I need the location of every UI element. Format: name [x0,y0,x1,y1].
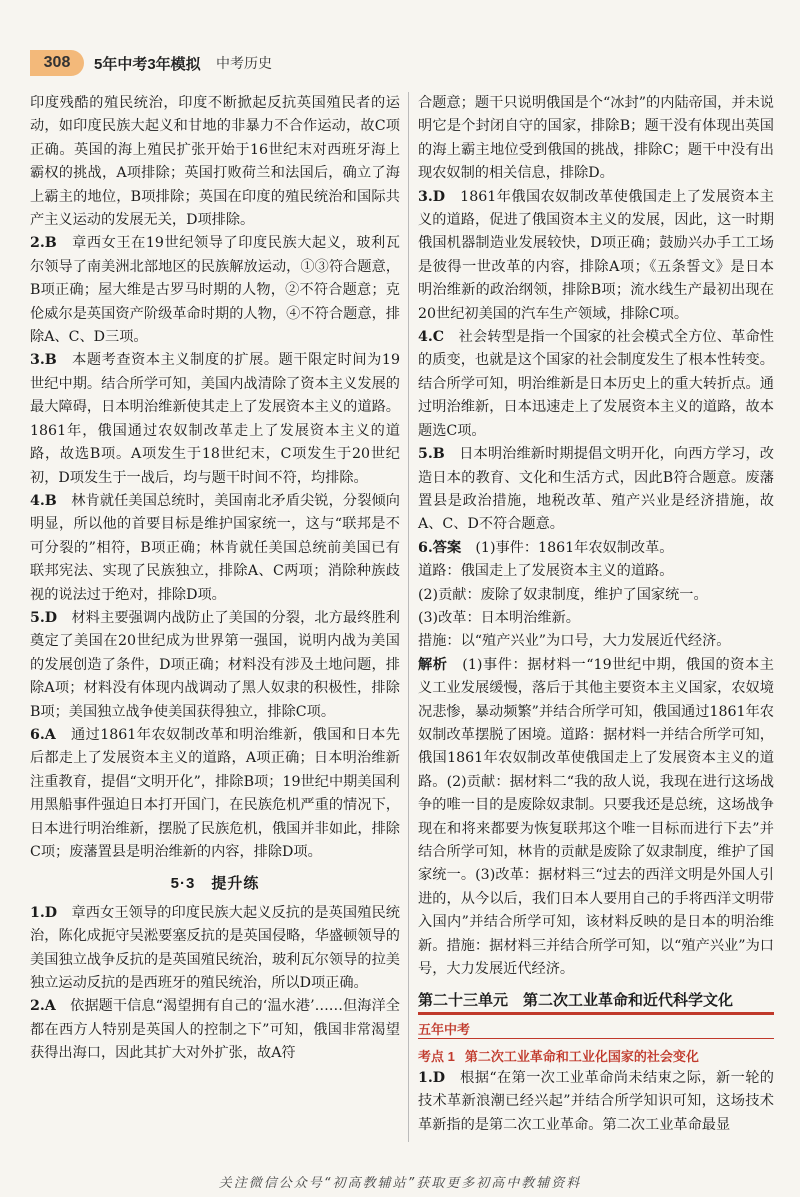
answer-number: 3.B [30,352,57,369]
answer-label: 6.答案 [418,539,462,556]
answer-item [418,326,774,443]
section-title: 5·3 提升练 [170,875,260,893]
answer-text: 依据题干信息“渴望拥有自己的‘温水港’……但海洋全都在西方人特别是英国人的控制之下”可知，俄国非常渴望获得出海口，因此其扩大对外扩张，故A符 [30,998,400,1062]
answer-item [30,724,400,864]
answer-item [30,902,400,996]
exam-point-number: 考点 1 [418,1048,455,1064]
right-column [418,92,774,1137]
book-subtitle: 中考历史 [216,55,272,71]
answer-number: 5.D [30,609,58,626]
answer-number: 1.D [418,1069,446,1086]
answer-continuation: 印度残酷的殖民统治，印度不断掀起反抗英国殖民者的运动，如印度民族大起义和甘地的非暴力不合作运动，故C项正确。英国的海上殖民扩张开始于16世纪末对西班牙海上霸权的挑战，A项排除；英国打败荷兰和法国后，确立了海上霸主的地位，B项排除；英国在印度的殖民统治和国际共产主义运动的发展无关，D项排除。 [30,95,400,229]
answer-line: (1)事件：1861年农奴制改革。 [475,539,674,556]
left-column [30,92,400,1066]
answer-number: 6.A [30,726,56,743]
answer-text: 1861年俄国农奴制改革使俄国走上了发展资本主义的道路，促进了俄国资本主义的发展，因此，这一时期俄国机器制造业发展较快，D项正确；鼓励兴办手工工场是彼得一世改革的内容，排除A项；《五条誓文》是日本明治维新的政治纲领，排除B项；流水线生产最初出现在20世纪初美国的汽车生产领域，排除C项。 [418,188,774,322]
answer-line: (3)改革：日本明治维新。 [418,609,580,626]
answer-text: 材料主要强调内战防止了美国的分裂，北方最终胜利奠定了美国在20世纪成为世界第一强国，说明内战为美国的发展创造了条件，D项正确；材料没有涉及土地问题，排除A项；材料没有体现内战调动了黑人奴隶的积极性，排除B项；美国独立战争使美国获得独立，排除C项。 [30,609,400,720]
answer-item [418,186,774,326]
answer-item [418,443,774,537]
answer-number: 4.B [30,492,57,509]
page-number: 308 [30,50,84,76]
answer-item [30,995,400,1065]
answer-line: (2)贡献：废除了奴隶制度，维护了国家统一。 [418,586,708,603]
answer-text: 根据“在第一次工业革命尚未结束之际，新一轮的技术革新浪潮已经兴起”并结合所学知识可知，这场技术革新指的是第二次工业革命。第二次工业革命最显 [418,1069,774,1133]
answer-text: 社会转型是指一个国家的社会模式全方位、革命性的质变，也就是这个国家的社会制度发生了根本性转变。结合所学可知，明治维新是日本历史上的重大转折点。通过明治维新，日本迅速走上了发展资本主义的道路，故本题选C项。 [418,329,774,439]
five-years-heading: 五年中考 [418,1019,774,1039]
answer-number: 4.C [418,329,445,346]
exam-point-title: 第二次工业革命和工业化国家的社会变化 [464,1048,699,1064]
answer-continuation: 合题意；题干只说明俄国是个“冰封”的内陆帝国，并未说明它是个封闭自守的国家，排除B；题干没有体现出英国的海上霸主地位受到俄国的挑战，排除C；题干中没有出现农奴制的相关信息，排除D。 [418,95,774,182]
explanation-text: (1)事件：据材料一“19世纪中期，俄国的资本主义工业发展缓慢，落后于其他主要资本主义国家，农奴境况悲惨，暴动频繁”并结合所学可知，俄国通过1861年农奴制改革摆脱了困境。道路：据材料一并结合所学可知，俄国1861年农奴制改革使俄国走上了发展资本主义的道路。(2)贡献：据材料二“我的敌人说，我现在进行这场战争的唯一目的是废除奴隶制。只要我还是总统，这场战争现在和将来都要为恢复联邦这个唯一目标而进行下去”并结合所学可知，林肯的贡献是废除了奴隶制度，维护了国家统一。(3)改革：据材料三“过去的西洋文明是外国人引进的，从今以后，我们日本人要用自己的手将西洋文明带入国内”并结合所学可知，该材料反映的是日本的明治维新。措施：据材料三并结合所学可知，以“殖产兴业”为口号，大力发展近代经济。 [418,656,774,978]
explanation [418,654,774,982]
column-divider [408,92,409,1142]
answer-text: 章西女王领导的印度民族大起义反抗的是英国殖民统治，陈化成扼守吴淞要塞反抗的是英国侵略，华盛顿领导的美国独立战争反抗的是英国殖民统治，玻利瓦尔领导的拉美独立运动反抗的是西班牙的殖民统治，所以D项正确。 [30,904,400,992]
answer-text: 日本明治维新时期提倡文明开化，向西方学习，改造日本的教育、文化和生活方式，因此B符合题意。废藩置县是政治措施，地税改革、殖产兴业是经济措施，故A、C、D不符合题意。 [418,446,774,533]
answer-item [30,607,400,724]
answer-item [30,349,400,489]
answer-number: 2.A [30,998,56,1015]
exam-point-heading [418,1046,774,1065]
answer-item [418,1067,774,1137]
answer-number: 1.D [30,904,58,921]
book-title: 5年中考3年模拟 [94,56,201,73]
answer-item [30,490,400,607]
answer-number: 2.B [30,235,57,252]
answer-number: 5.B [418,446,445,463]
unit-title: 第二十三单元 第二次工业革命和近代科学文化 [418,989,774,1015]
answer-item [418,537,774,560]
footer-note: 关注微信公众号“初高教辅站”获取更多初高中教辅资料 [218,1176,582,1191]
answer-line: 道路：俄国走上了发展资本主义的道路。 [418,563,674,580]
explanation-label: 解析 [418,656,448,673]
answer-item [30,232,400,349]
answer-line: 措施：以“殖产兴业”为口号，大力发展近代经济。 [418,633,731,650]
answer-text: 林肯就任美国总统时，美国南北矛盾尖锐，分裂倾向明显，所以他的首要目标是维护国家统一，这与“联邦是不可分裂的”相符，B项正确；林肯就任美国总统前美国已有联邦宪法、实现了民族独立，排除A、C两项；消除种族歧视的说法过于绝对，排除D项。 [30,492,400,603]
answer-text: 通过1861年农奴制改革和明治维新，俄国和日本先后都走上了发展资本主义的道路，A项正确；日本明治维新注重教育，提倡“文明开化”，排除B项；19世纪中期美国利用黑船事件强迫日本打开国门，在民族危机严重的情况下，日本进行明治维新，摆脱了民族危机，俄国并非如此，排除C项；废藩置县是明治维新的内容，排除D项。 [30,726,400,860]
answer-text: 本题考查资本主义制度的扩展。题干限定时间为19世纪中期。结合所学可知，美国内战清除了资本主义发展的最大障碍，日本明治维新使其走上了发展资本主义的道路。1861年，俄国通过农奴制改革走上了发展资本主义的道路，故选B项。A项发生于18世纪末，C项发生于20世纪初，D项发生于一战后，均与题干时间不符，均排除。 [30,352,400,486]
answer-number: 3.D [418,188,446,205]
page-header [0,0,800,80]
answer-text: 章西女王在19世纪领导了印度民族大起义，玻利瓦尔领导了南美洲北部地区的民族解放运动，①③符合题意，B项正确；屋大维是古罗马时期的人物，②不符合题意；克伦威尔是英国资产阶级革命时期的人物，④不符合题意，排除A、C、D三项。 [30,235,400,346]
